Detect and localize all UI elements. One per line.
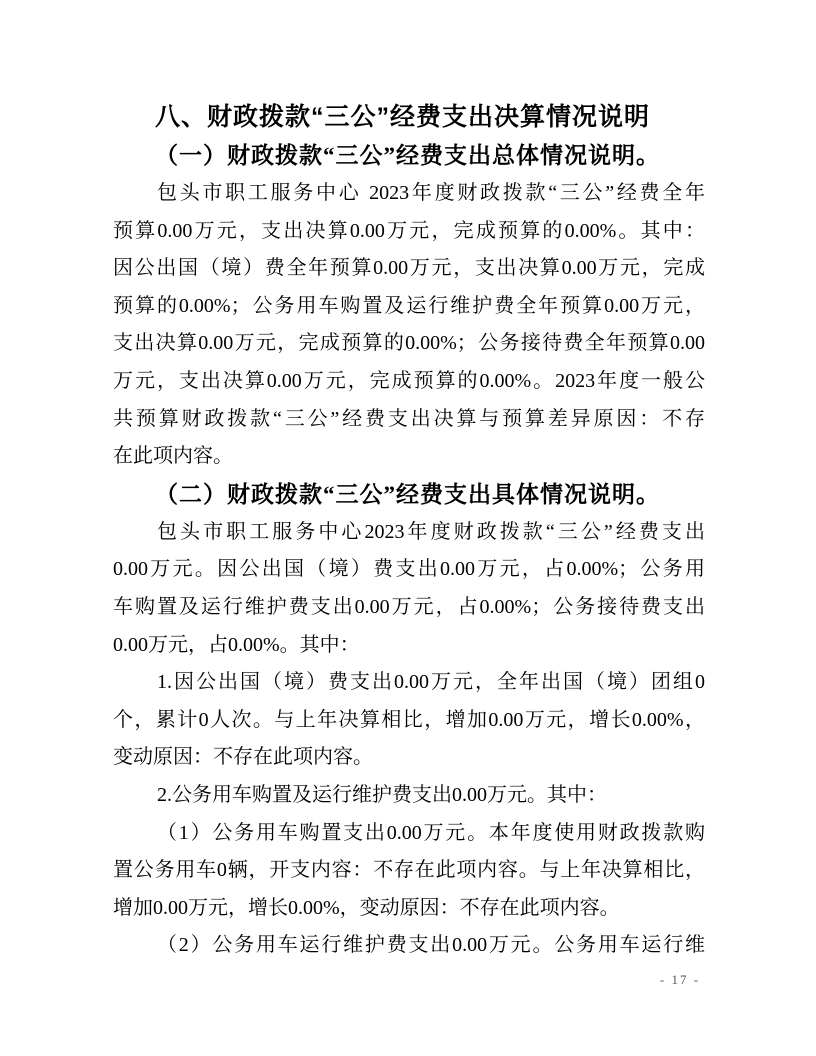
text-line: 预算0.00万元，支出决算0.00万元，完成预算的0.00%。其中：: [113, 219, 705, 242]
page-number: - 17 -: [659, 972, 701, 987]
text-line: 0.00万元。因公出国（境）费支出0.00万元，占0.00%；公务用: [113, 558, 705, 581]
text-line: 万元，支出决算0.00万元，完成预算的0.00%。2023年度一般公: [113, 369, 705, 392]
text-line: （1）公务用车购置支出0.00万元。本年度使用财政拨款购: [157, 821, 705, 844]
text-line: 1.因公出国（境）费支出0.00万元，全年出国（境）团组0: [157, 671, 705, 694]
text-line: 预算的0.00%；公务用车购置及运行维护费全年预算0.00万元，: [113, 294, 705, 317]
text-line: 0.00万元，占0.00%。其中：: [113, 633, 360, 656]
text-line: 2.公务用车购置及运行维护费支出0.00万元。其中：: [157, 783, 607, 806]
section-heading: （一）财政拨款“三公”经费支出总体情况说明。: [155, 143, 660, 168]
text-line: 变动原因：不存在此项内容。: [113, 746, 373, 769]
text-line: 因公出国（境）费全年预算0.00万元，支出决算0.00万元，完成: [113, 257, 705, 280]
text-line: （2）公务用车运行维护费支出0.00万元。公务用车运行维: [157, 934, 705, 957]
text-line: 在此项内容。: [113, 445, 233, 468]
document-body: [113, 97, 705, 965]
text-line: 个，累计0人次。与上年决算相比，增加0.00万元，增长0.00%，: [113, 708, 705, 731]
document-title: 八、财政拨款“三公”经费支出决算情况说明: [155, 103, 651, 131]
text-line: 共预算财政拨款“三公”经费支出决算与预算差异原因：不存: [113, 407, 705, 430]
text-line: 车购置及运行维护费支出0.00万元，占0.00%；公务接待费支出: [113, 595, 705, 618]
text-line: 增加0.00万元，增长0.00%，变动原因：不存在此项内容。: [113, 896, 620, 919]
text-line: 支出决算0.00万元，完成预算的0.00%；公务接待费全年预算0.00: [113, 332, 705, 355]
text-line: 包头市职工服务中心 2023年度财政拨款“三公”经费全年: [157, 182, 705, 204]
text-line: 置公务用车0辆，开支内容：不存在此项内容。与上年决算相比，: [113, 859, 705, 882]
text-line: 包头市职工服务中心2023年度财政拨款“三公”经费支出: [157, 520, 705, 543]
section-heading: （二）财政拨款“三公”经费支出具体情况说明。: [155, 481, 660, 507]
